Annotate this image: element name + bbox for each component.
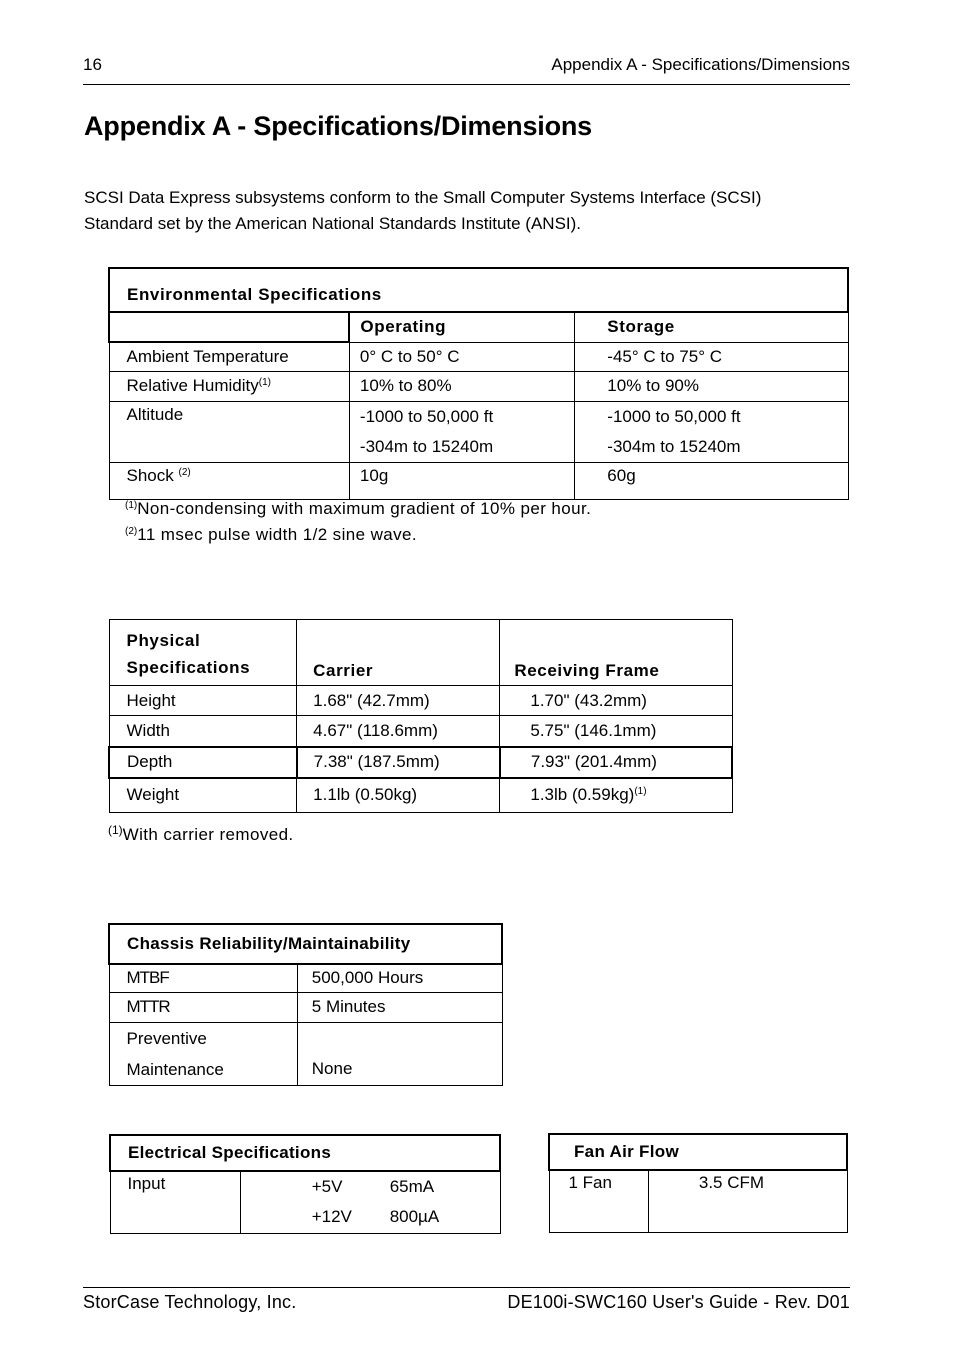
env-col-storage: Storage (575, 312, 848, 342)
table-row (109, 778, 732, 813)
electrical-table-title: Electrical Specifications (110, 1135, 500, 1171)
env-row-storage: 60g (575, 462, 848, 499)
footnote-text: With carrier removed. (122, 825, 294, 844)
footnote-text: 11 msec pulse width 1/2 sine wave. (137, 525, 417, 544)
env-row-operating: -1000 to 50,000 ft (359, 406, 494, 426)
env-row-storage-cell (575, 401, 848, 462)
physical-table-title-cell (109, 620, 297, 686)
electrical-voltage: +12V (311, 1207, 352, 1226)
chassis-row-label: Preventive (126, 1028, 207, 1048)
footnote-mark: (1) (634, 786, 647, 798)
running-header: Appendix A - Specifications/Dimensions (551, 55, 850, 74)
footnote-text: Non-condensing with maximum gradient of 10% per hour. (137, 499, 592, 518)
chassis-row-label-cont: Maintenance (126, 1059, 224, 1079)
table-row (109, 992, 502, 1022)
env-row-operating: 10% to 80% (349, 371, 574, 401)
table-row (549, 1170, 847, 1232)
chassis-table-title: Chassis Reliability/Maintainability (109, 924, 502, 964)
physical-row-frame-cell (500, 778, 732, 813)
chassis-row-value: None (297, 1022, 502, 1085)
env-row-storage: 10% to 90% (575, 371, 848, 401)
physical-title-line-2: Specifications (126, 658, 251, 677)
electrical-current: 65mA (389, 1177, 435, 1196)
chassis-row-label: MTTR (109, 992, 297, 1022)
env-footnote-2 (125, 525, 417, 545)
physical-row-frame: 5.75" (146.1mm) (500, 716, 732, 747)
env-row-label-cell (109, 371, 349, 401)
table-row (109, 964, 502, 992)
chassis-spec-table (108, 923, 503, 1086)
env-footnote-1 (125, 499, 591, 519)
env-row-operating: 10g (349, 462, 574, 499)
electrical-values-cell (240, 1171, 500, 1233)
table-row (110, 1171, 500, 1233)
fan-row-label: 1 Fan (549, 1170, 648, 1232)
chassis-row-value: 500,000 Hours (297, 964, 502, 992)
fan-table-title: Fan Air Flow (549, 1134, 847, 1170)
physical-row-label: Weight (109, 778, 297, 813)
env-table-title: Environmental Specifications (109, 268, 848, 312)
physical-title-line-1: Physical (126, 631, 201, 650)
page-title: Appendix A - Specifications/Dimensions (84, 111, 592, 141)
electrical-value-row (312, 1172, 500, 1202)
footer-rule (83, 1287, 850, 1288)
physical-row-carrier: 4.67" (118.6mm) (297, 716, 500, 747)
physical-row-label: Height (109, 686, 297, 716)
footer-document: DE100i-SWC160 User's Guide - Rev. D01 (507, 1292, 850, 1312)
physical-row-frame: 1.70" (43.2mm) (500, 686, 732, 716)
physical-footnote (108, 823, 294, 845)
physical-row-frame: 7.93" (201.4mm) (500, 747, 732, 778)
physical-row-frame: 1.3lb (0.59kg) (530, 785, 635, 805)
fan-airflow-table (548, 1133, 848, 1233)
chassis-row-label-cell (109, 1022, 297, 1085)
env-row-label: Ambient Temperature (109, 342, 349, 371)
physical-col-carrier: Carrier (297, 620, 500, 686)
page-number: 16 (83, 55, 102, 74)
env-row-label-cell (109, 462, 349, 499)
electrical-value-row (312, 1202, 500, 1232)
env-row-operating-cell (349, 401, 574, 462)
table-row (109, 371, 848, 401)
fan-row-value: 3.5 CFM (648, 1170, 847, 1232)
env-row-label: Altitude (109, 401, 349, 462)
intro-line-2: Standard set by the American National Standards Institute (ANSI). (84, 214, 582, 233)
footnote-mark: (2) (125, 526, 138, 537)
env-row-storage: -45° C to 75° C (575, 342, 848, 371)
physical-row-label: Width (109, 716, 297, 747)
intro-paragraph (84, 185, 854, 237)
env-row-storage: -1000 to 50,000 ft (607, 406, 741, 426)
physical-col-frame: Receiving Frame (500, 620, 732, 686)
header-rule (83, 84, 850, 85)
electrical-row-label: Input (110, 1171, 240, 1233)
footnote-mark: (1) (125, 500, 138, 511)
env-header-empty (109, 312, 349, 342)
electrical-current: 800µA (389, 1207, 440, 1226)
physical-row-carrier: 7.38" (187.5mm) (297, 747, 500, 778)
table-row (109, 1022, 502, 1085)
physical-row-carrier: 1.1lb (0.50kg) (297, 778, 500, 813)
env-row-label: Shock (126, 465, 174, 485)
chassis-row-value: 5 Minutes (297, 992, 502, 1022)
env-col-operating: Operating (349, 312, 574, 342)
footnote-mark: (2) (178, 466, 191, 478)
env-row-operating-metric: -304m to 15240m (359, 436, 494, 456)
footer-company: StorCase Technology, Inc. (83, 1292, 297, 1312)
table-row (109, 401, 848, 462)
physical-spec-table (108, 619, 733, 813)
footnote-mark: (1) (258, 377, 271, 388)
table-row (109, 462, 848, 499)
table-row (109, 716, 732, 747)
chassis-row-label: MTBF (109, 964, 297, 992)
env-row-operating: 0° C to 50° C (349, 342, 574, 371)
table-row (109, 747, 732, 778)
physical-row-carrier: 1.68" (42.7mm) (297, 686, 500, 716)
intro-line-1: SCSI Data Express subsystems conform to the Small Computer Systems Interface (SCSI) (84, 188, 762, 207)
environmental-spec-table (108, 267, 849, 500)
env-row-storage-metric: -304m to 15240m (607, 436, 741, 456)
physical-row-label: Depth (109, 747, 297, 778)
table-row (109, 686, 732, 716)
table-row (109, 342, 848, 371)
electrical-voltage: +5V (311, 1177, 343, 1196)
env-row-label: Relative Humidity (126, 376, 259, 395)
footnote-mark: (1) (108, 823, 123, 837)
electrical-spec-table (109, 1134, 501, 1234)
